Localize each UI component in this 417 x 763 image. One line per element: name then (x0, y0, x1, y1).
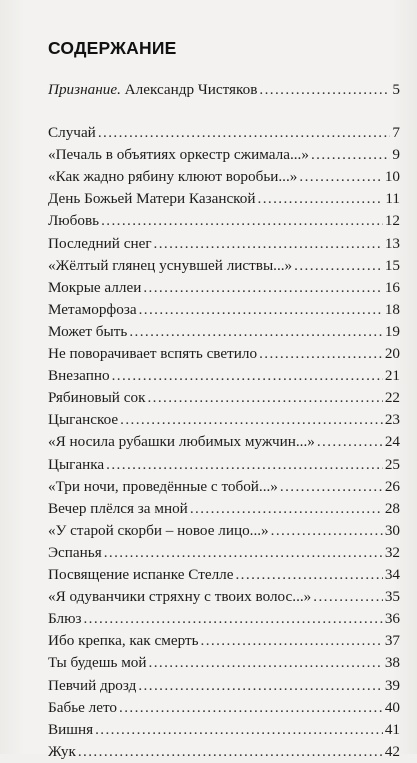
toc-page-number: 7 (392, 124, 400, 141)
toc-page-number: 41 (384, 720, 400, 738)
dot-leader (190, 498, 383, 520)
dot-leader (106, 454, 383, 476)
toc-page-number: 28 (384, 499, 400, 517)
toc-entry-row (48, 188, 400, 210)
toc-entry-row (48, 233, 400, 255)
dot-leader (235, 564, 382, 586)
dot-leader (259, 343, 383, 365)
toc-entry-row (48, 719, 400, 741)
dot-leader (149, 652, 383, 674)
toc-intro-row (48, 79, 400, 101)
toc-entry-title: День Божьей Матери Казанской (48, 190, 256, 208)
intro-italic-label: Признание. (48, 81, 121, 98)
toc-entry-title: Метаморфоза (48, 300, 137, 318)
toc-entry-row (48, 675, 400, 697)
toc-page-number: 26 (384, 477, 400, 495)
dot-leader (83, 608, 382, 630)
toc-page-number: 42 (384, 742, 400, 760)
toc-entry-row (48, 387, 400, 409)
toc-page-number: 32 (384, 543, 400, 561)
toc-entry-row (48, 365, 400, 387)
toc-entry-title: Последний снег (48, 234, 152, 252)
toc-page-number: 36 (384, 610, 400, 628)
dot-leader (101, 210, 383, 232)
toc-entry-row (48, 144, 400, 166)
toc-page-number: 25 (384, 455, 400, 473)
dot-leader (98, 122, 391, 144)
toc-entry-row (48, 299, 400, 321)
dot-leader (201, 630, 383, 652)
dot-leader (280, 476, 383, 498)
toc-page-number: 40 (384, 698, 400, 716)
toc-page-number: 9 (392, 146, 400, 164)
toc-entry-row (48, 520, 400, 542)
toc-entry-title: Эспанья (48, 543, 102, 561)
toc-entry-title: «Три ночи, проведённые с тобой...» (48, 477, 278, 495)
dot-leader (143, 277, 382, 299)
toc-entry-title: «Печаль в объятиях оркестр сжимала...» (48, 146, 309, 164)
toc-entry-row (48, 564, 400, 586)
toc-entry-title: Мокрые аллеи (48, 278, 142, 296)
toc-page-number: 18 (384, 300, 400, 318)
dot-leader (104, 542, 383, 564)
toc-entry-title: Блюз (48, 610, 82, 628)
toc-entry-title: Вечер плёлся за мной (48, 499, 188, 517)
toc-entry-row (48, 321, 400, 343)
toc-page-number: 21 (384, 367, 400, 385)
toc-page-number: 13 (384, 234, 400, 252)
dot-leader (271, 520, 383, 542)
dot-leader (95, 719, 383, 741)
toc-page-number: 23 (384, 411, 400, 429)
toc-entry-row (48, 431, 400, 453)
toc-entry-row (48, 586, 400, 608)
dot-leader (259, 79, 390, 101)
toc-page-number: 12 (384, 212, 400, 230)
toc-intro-title (48, 79, 257, 101)
toc-page-number: 10 (384, 168, 400, 186)
toc-entry-title: Случай (48, 124, 96, 141)
dot-leader (294, 255, 383, 277)
toc-page-number: 38 (384, 654, 400, 672)
toc-entry-title: «Я одуванчики стряхну с твоих волос...» (48, 588, 312, 606)
dot-leader (147, 387, 382, 409)
contents-heading: СОДЕРЖАНИЕ (48, 38, 177, 58)
toc-entry-row (48, 608, 400, 630)
toc-page-number: 37 (384, 632, 400, 650)
dot-leader (311, 144, 390, 166)
dot-leader (317, 431, 383, 453)
toc-entry-row (48, 255, 400, 277)
toc-entry-title: Рябиновый сок (48, 389, 146, 407)
dot-leader (154, 233, 383, 255)
toc-page-number: 30 (384, 521, 400, 539)
toc-entry-title: «Как жадно рябину клюют воробьи...» (48, 168, 298, 186)
toc-entry-title: Внезапно (48, 367, 110, 385)
toc-entry-title: Цыганка (48, 455, 105, 473)
toc-entry-title: Цыганское (48, 411, 119, 429)
toc-entry-title: Посвящение испанке Стелле (48, 566, 234, 583)
dot-leader (119, 697, 383, 719)
toc-entry-title: Ты будешь мой (48, 654, 147, 672)
dot-leader (139, 299, 383, 321)
toc-entry-title: Певчий дрозд (48, 676, 137, 694)
toc-entry-title: Любовь (48, 212, 100, 230)
toc-entry-title: Жук (48, 742, 76, 760)
toc-entry-title: Не поворачивает вспять светило (48, 345, 258, 362)
toc-page-number: 15 (384, 256, 400, 274)
dot-leader (138, 675, 382, 697)
toc-entry-title: Может быть (48, 322, 128, 340)
dot-leader (313, 586, 383, 608)
toc-page-number: 11 (385, 190, 400, 208)
toc-entry-row (48, 277, 400, 299)
toc-entry-row (48, 498, 400, 520)
toc-entry-row (48, 409, 400, 431)
toc-entry-title: «У старой скорби – новое лицо...» (48, 521, 269, 539)
toc-entry-row (48, 166, 400, 188)
toc-entry-title: Бабье лето (48, 698, 118, 716)
toc-page-number: 35 (384, 588, 400, 606)
toc-page-number: 19 (384, 322, 400, 340)
toc-entry-row (48, 542, 400, 564)
toc-page-number: 20 (384, 345, 400, 362)
toc-page-number: 34 (384, 566, 400, 583)
intro-author: Александр Чистяков (120, 81, 258, 98)
dot-leader (78, 741, 383, 763)
toc-entry-row (48, 454, 400, 476)
toc-entry-row (48, 210, 400, 232)
toc-page-number: 24 (384, 433, 400, 451)
toc-entry-title: Ибо крепка, как смерть (48, 632, 199, 650)
toc-page-number: 5 (392, 81, 400, 98)
toc-page-number: 22 (384, 389, 400, 407)
toc-page-number: 39 (384, 676, 400, 694)
toc-entry-row (48, 741, 400, 763)
dot-leader (129, 321, 383, 343)
toc-entry-row (48, 122, 400, 144)
toc-page-number: 16 (384, 278, 400, 296)
dot-leader (299, 166, 382, 188)
toc-entry-row (48, 652, 400, 674)
dot-leader (112, 365, 383, 387)
toc-entry-row (48, 697, 400, 719)
toc-entry-row (48, 630, 400, 652)
toc-entry-title: Вишня (48, 720, 94, 738)
toc-entry-row (48, 476, 400, 498)
toc-entry-row (48, 343, 400, 365)
toc-entry-title: «Жёлтый глянец уснувшей листвы...» (48, 256, 293, 274)
dot-leader (258, 188, 384, 210)
dot-leader (120, 409, 383, 431)
toc-entry-title: «Я носила рубашки любимых мужчин...» (48, 433, 315, 451)
